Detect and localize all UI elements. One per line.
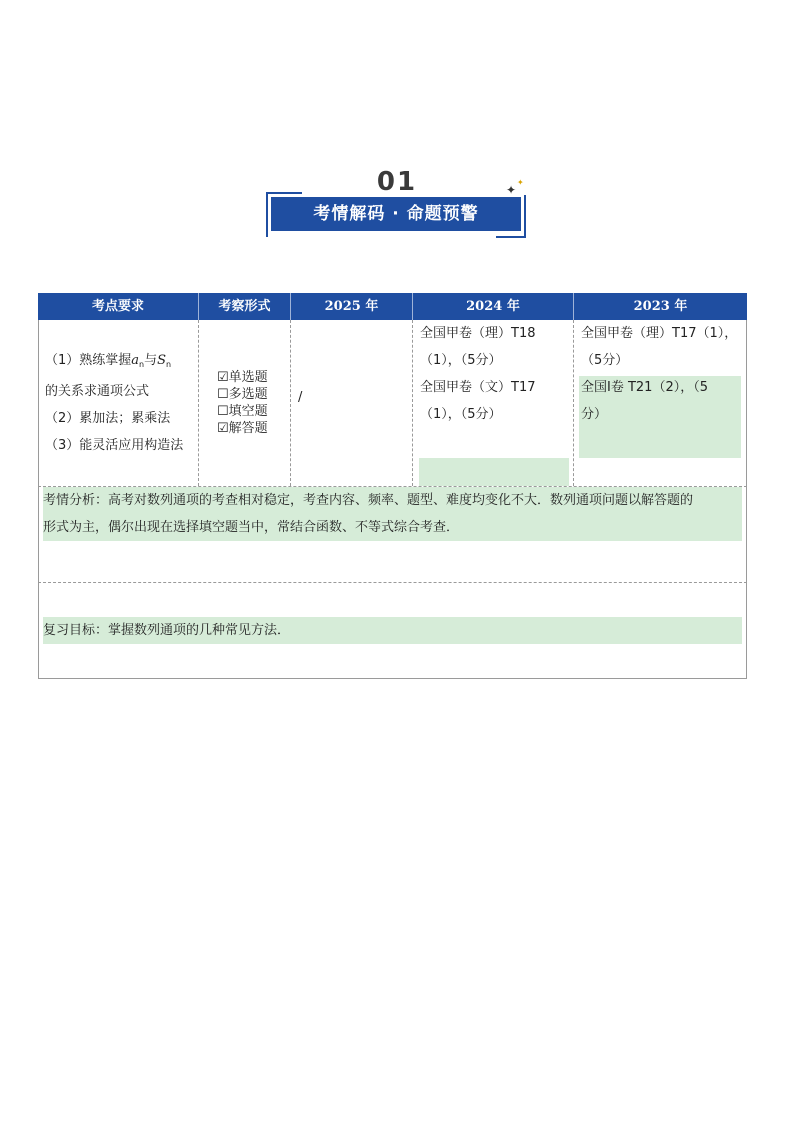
form-answer: ☑解答题	[217, 421, 268, 436]
y2025-value: /	[298, 390, 303, 405]
section-title-block	[266, 165, 528, 240]
goal-text: 复习目标：掌握数列通项的几种常见方法．	[43, 617, 742, 644]
requirement-line-1: （1）熟练掌握$a_n$与$S_n$	[45, 353, 172, 369]
requirements-cell	[38, 320, 199, 486]
form-multi-choice: ☐多选题	[217, 387, 268, 402]
sparkle-icon: ✦	[506, 183, 517, 197]
y2024-line-4: （1），（5分）	[420, 407, 502, 422]
goal-block	[38, 582, 747, 679]
y2023-line-1: 全国甲卷（理）T17（1），	[581, 326, 738, 341]
analysis-line-1: 考情分析：高考对数列通项的考查相对稳定，考查内容、频率、题型、难度均变化不大．数列通项问题以解答题的	[43, 487, 742, 514]
y2023-line-4: 分）	[581, 407, 608, 422]
requirement-line-3: （2）累加法；累乘法	[45, 411, 171, 426]
highlight-block	[419, 458, 569, 486]
header-2023: 2023 年	[574, 293, 747, 320]
header-2025: 2025 年	[291, 293, 413, 320]
y2023-line-2: （5分）	[581, 353, 629, 368]
form-fill-blank: ☐填空题	[217, 404, 268, 419]
section-title: 考情解码 · 命题预警	[271, 197, 521, 231]
y2024-cell	[413, 320, 574, 486]
y2025-cell	[291, 320, 413, 486]
y2024-line-1: 全国甲卷（理）T18	[420, 326, 536, 341]
header-form: 考察形式	[199, 293, 291, 320]
analysis-line-2: 形式为主，偶尔出现在选择填空题当中，常结合函数、不等式综合考查．	[43, 514, 742, 541]
header-requirement: 考点要求	[38, 293, 199, 320]
header-2024: 2024 年	[413, 293, 574, 320]
y2024-line-3: 全国甲卷（文）T17	[420, 380, 536, 395]
forms-cell	[199, 320, 291, 486]
y2023-cell	[574, 320, 747, 486]
requirement-line-2: 的关系求通项公式	[45, 384, 150, 399]
analysis-block	[38, 486, 747, 582]
sparkle-small-icon: ✦	[517, 178, 524, 187]
y2024-line-2: （1），（5分）	[420, 353, 502, 368]
y2023-line-3: 全国Ⅰ卷 T21（2），（5	[581, 380, 708, 395]
requirement-line-4: （3）能灵活应用构造法	[45, 438, 184, 453]
form-single-choice: ☑单选题	[217, 370, 268, 385]
section-number: 01	[376, 167, 418, 197]
